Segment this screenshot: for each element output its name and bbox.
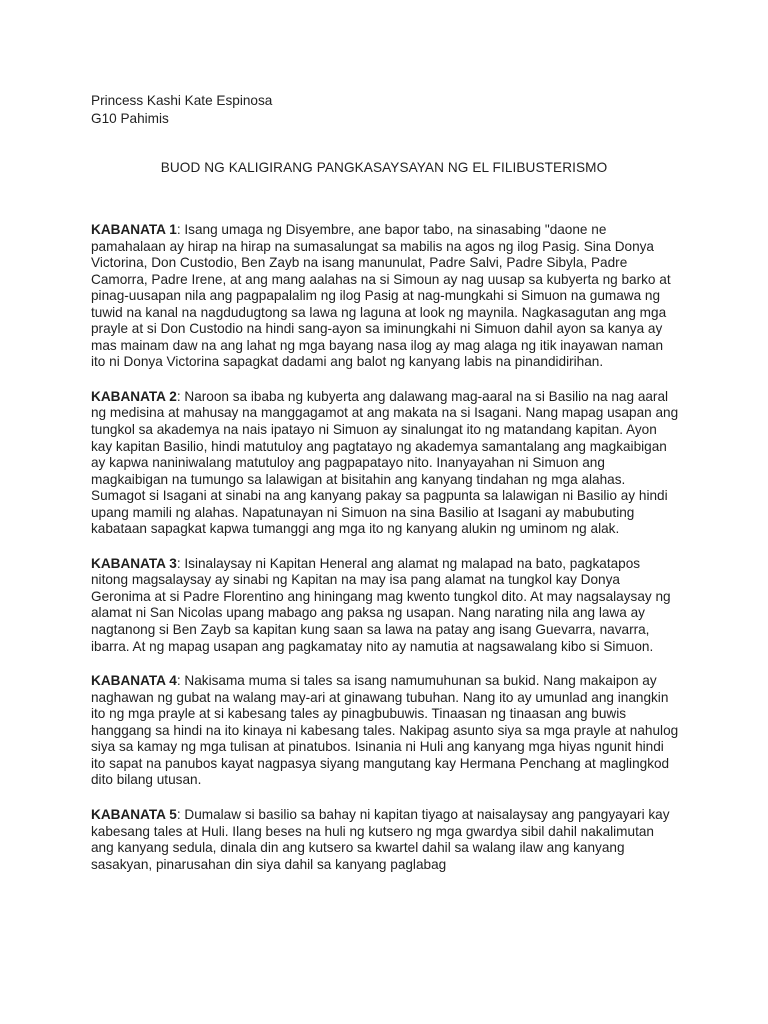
chapter-heading: KABANATA 2 [91, 388, 177, 404]
chapter-heading: KABANATA 4 [91, 673, 177, 689]
chapter-text: : Nakisama muma si tales sa isang namumuhunan sa bukid. Nang makaipon ay naghawan ng gubat na walang may-ari at ginawang tubuhan. Nang ito ay umunlad ang inangkin ito ng mga prayle at si kabesang tales ay pinagbubuwis. Tinaasan ng tinaasan ang buwis hanggang sa hindi na ito kinaya ni kabesang tales. Nakipag asunto siya sa mga prayle at nahulog siya sa kamay ng mga tulisan at pinatubos. Isinania ni Huli ang kanyang mga hiyas ngunit hindi ito sapat na panubos kayat nagpasya siyang mangutang kay Hermana Penchang at maglingkod dito bilang utusan. [91, 673, 679, 788]
document-body [91, 222, 679, 891]
document-title: BUOD NG KALIGIRANG PANGKASAYSAYAN NG EL FILIBUSTERISMO [160, 160, 608, 175]
chapter-heading: KABANATA 1 [91, 222, 177, 237]
author-section: G10 Pahimis [91, 110, 169, 126]
chapter-paragraph [91, 673, 679, 789]
chapter-heading: KABANATA 5 [91, 806, 177, 822]
chapter-heading: KABANATA 3 [91, 555, 177, 571]
chapter-paragraph [91, 807, 679, 873]
author-block [91, 92, 272, 127]
chapter-text: : Dumalaw si basilio sa bahay ni kapitan tiyago at naisalaysay ang pangyayari kay kabesang tales at Huli. Ilang beses na huli ng kutsero ng mga gwardya sibil dahil nakalimutan ang kanyang sedula, dinala din ang kutsero sa kwartel dahil sa walang ilaw ang kanyang sasakyan, pinarusahan din siya dahil sa kanyang paglabag [91, 806, 670, 872]
chapter-text: : Naroon sa ibaba ng kubyerta ang dalawang mag-aaral na si Basilio na nag aaral ng medisina at mahusay na manggagamot at ang makata na si Isagani. Nang mapag usapan ang tungkol sa akademya na nais ipatayo ni Simuon ay sinalungat ito ng matandang kapitan. Ayon kay kapitan Basilio, hindi matutuloy ang pagtatayo ng akademya samantalang ang magkaibigan ay kapwa naniniwalang matutuloy ang pagpapatayo nito. Inanyayahan ni Simuon ang magkaibigan na tumungo sa lalawigan at bisitahin ang kanyang tindahan ng mga alahas. Sumagot si Isagani at sinabi na ang kanyang pakay sa pagpunta sa lalawigan ni Basilio ay hindi upang mamili ng alahas. Napatunayan ni Simuon na sina Basilio at Isagani ay mabubuting kabataan sapagkat kapwa tumanggi ang mga ito ng kanyang alukin ng uminom ng alak. [91, 388, 679, 537]
chapter-paragraph [91, 389, 679, 538]
chapter-paragraph [91, 556, 679, 655]
chapter-text: : Isang umaga ng Disyembre, ane bapor tabo, na sinasabing "daone ne pamahalaan ay hirap na hirap na sumasalungat sa mabilis na agos ng ilog Pasig. Sina Donya Victorina, Don Custodio, Ben Zayb na isang manunulat, Padre Salvi, Padre Sibyla, Padre Camorra, Padre Irene, at ang mang aalahas na si Simoun ay nag uusap sa kubyerta ng barko at pinag-uusapan nila ang pagpapalalim ng ilog Pasig at nag-mungkahi si Simuon na gumawa ng tuwid na kanal na nagdudugtong sa lawa ng laguna at look ng maynila. Nagkasagutan ang mga prayle at si Don Custodio na hindi sang-ayon sa iminungkahi ni Simuon dahil ayon sa kanya ay mas mainam daw na ang lahat ng mga bayang nasa ilog ay mag alaga ng itik inayawan naman ito ni Donya Victorina sapagkat dadami ang balot ng kanyang labis na pinandidirihan. [91, 222, 671, 370]
chapter-text: : Isinalaysay ni Kapitan Heneral ang alamat ng malapad na bato, pagkatapos nitong magsalaysay ay sinabi ng Kapitan na may isa pang alamat na tungkol kay Donya Geronima at si Padre Florentino ang hiningang mag kwento tungkol dito. At may nagsalaysay ng alamat ni San Nicolas upang mabago ang paksa ng usapan. Nang narating nila ang lawa ay nagtanong si Ben Zayb sa kapitan kung saan sa lawa na patay ang isang Guevarra, navarra, ibarra. At ng mapag usapan ang pagkamatay nito ay namutia at nagsawalang kibo si Simuon. [91, 555, 671, 654]
author-name: Princess Kashi Kate Espinosa [91, 93, 273, 108]
chapter-paragraph [91, 222, 679, 371]
